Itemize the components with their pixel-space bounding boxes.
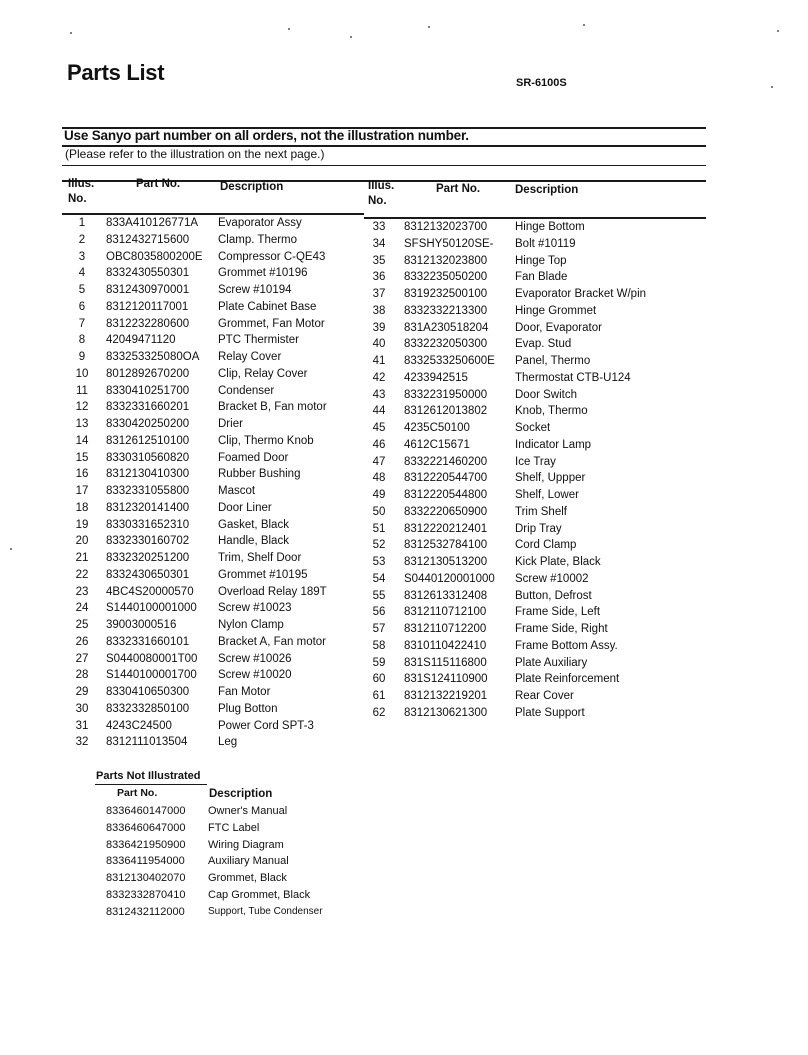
page-title: Parts List: [67, 60, 165, 85]
part-number: S0440120001000: [404, 572, 495, 585]
illus-number: 42: [372, 371, 386, 384]
part-description: Grommet #10196: [218, 267, 308, 280]
illus-number: 17: [75, 485, 89, 497]
table-row: [62, 351, 362, 368]
part-description: Plug Botton: [218, 702, 278, 715]
part-number: 8332330160702: [106, 535, 190, 548]
part-description: Frame Bottom Assy.: [515, 639, 618, 652]
table-row: [62, 401, 362, 418]
part-description: Plate Reinforcement: [515, 673, 620, 686]
illus-number: 33: [372, 221, 386, 233]
illus-number: 36: [372, 271, 386, 284]
illus-number: 32: [75, 736, 89, 749]
table-row: [62, 519, 362, 536]
illus-number: 20: [75, 535, 89, 548]
part-number: 8312232280600: [106, 317, 190, 330]
table-row: [62, 720, 362, 737]
illustration-note: (Please refer to the illustration on the next page.): [65, 147, 325, 161]
part-number: 8332232050300: [404, 338, 488, 351]
part-number: 831S115116800: [404, 656, 487, 669]
illus-number: 25: [75, 619, 89, 631]
part-number: 8312132023800: [404, 254, 488, 267]
part-number: 833253325080OA: [106, 351, 200, 363]
illus-number: 10: [75, 367, 89, 380]
part-number: 8312110712100: [404, 606, 487, 619]
part-number: 4BC4S20000570: [106, 585, 194, 598]
part-description: Condenser: [218, 384, 275, 397]
list-item: [106, 805, 346, 822]
table-row: [62, 385, 362, 402]
part-description: Relay Cover: [218, 351, 282, 363]
table-row: [364, 556, 704, 573]
table-row: [62, 502, 362, 519]
table-row: [364, 389, 704, 406]
illus-number: 30: [75, 702, 89, 715]
table-row: [62, 234, 362, 251]
list-item: [106, 855, 346, 872]
part-number: 8312430970001: [106, 284, 190, 296]
part-number: 8312110712200: [404, 623, 487, 635]
list-item: [106, 872, 346, 889]
illus-number: 46: [372, 438, 386, 451]
illus-number: 13: [75, 418, 89, 430]
part-number: 8336460647000: [106, 821, 186, 834]
left-description-header: Description: [220, 181, 284, 193]
part-number: 8312432715600: [106, 233, 190, 246]
right-part-no-header: Part No.: [436, 183, 481, 195]
part-number: 4243C24500: [106, 719, 172, 732]
right-header-underline: [364, 217, 706, 219]
part-description: Shelf, Lower: [515, 489, 579, 501]
table-row: [364, 322, 704, 339]
part-description: Foamed Door: [218, 451, 289, 464]
table-row: [62, 267, 362, 284]
part-number: 8332331055800: [106, 485, 190, 497]
part-description: Bracket A, Fan motor: [218, 635, 327, 648]
part-description: Ice Tray: [515, 455, 556, 468]
part-description: Frame Side, Right: [515, 623, 608, 635]
scan-speck: [583, 24, 585, 26]
illus-number: 27: [75, 652, 89, 665]
part-number: 8330420250200: [106, 418, 190, 430]
part-number: 4612C15671: [404, 438, 470, 451]
illus-number: 61: [372, 690, 386, 702]
illus-header-line2: No.: [68, 193, 87, 205]
part-number: 8312130402070: [106, 872, 186, 885]
part-description: Door Liner: [218, 501, 272, 514]
illus-number: 4: [78, 267, 86, 280]
part-number: 4235C50100: [404, 422, 470, 434]
part-number: 8312532784100: [404, 539, 488, 552]
not-illustrated-part-header: Part No.: [117, 787, 158, 799]
part-number: 4233942515: [404, 371, 468, 384]
table-row: [62, 703, 362, 720]
part-description: Auxiliary Manual: [208, 855, 289, 868]
table-row: [364, 573, 704, 590]
part-description: Evaporator Assy: [218, 217, 302, 229]
part-number: 42049471120: [106, 334, 176, 347]
part-description: Grommet, Black: [208, 872, 287, 885]
illus-number: 43: [372, 388, 386, 401]
part-number: 831A230518204: [404, 321, 489, 334]
part-description: Button, Defrost: [515, 589, 592, 602]
part-description: Handle, Black: [218, 535, 289, 548]
table-row: [62, 468, 362, 485]
part-number: 8312220212401: [404, 522, 488, 535]
table-row: [364, 640, 704, 657]
subnote-rule: [62, 165, 706, 166]
illus-number: 5: [78, 284, 86, 296]
table-row: [62, 368, 362, 385]
illus-number: 48: [372, 472, 386, 485]
scan-speck: [350, 36, 352, 38]
part-number: 8312120117001: [106, 300, 189, 313]
illus-number: 57: [372, 623, 386, 635]
illus-number: 8: [78, 334, 86, 347]
part-number: 8312432112000: [106, 905, 185, 918]
part-description: Hinge Grommet: [515, 304, 597, 317]
part-number: 8332331660201: [106, 401, 190, 414]
list-item: [106, 906, 346, 923]
table-row: [62, 653, 362, 670]
table-row: [364, 539, 704, 556]
part-number: 39003000516: [106, 619, 177, 631]
table-row: [62, 686, 362, 703]
part-number: 8330410251700: [106, 384, 190, 397]
part-description: Shelf, Uppper: [515, 472, 586, 485]
illus-number: 55: [372, 589, 386, 602]
part-description: Power Cord SPT-3: [218, 719, 314, 732]
table-row: [62, 552, 362, 569]
illus-number: 49: [372, 489, 386, 501]
part-number: 8312613312408: [404, 589, 488, 602]
illus-header-line2: No.: [368, 195, 387, 207]
part-description: Clip, Relay Cover: [218, 367, 308, 380]
illus-number: 54: [372, 572, 386, 585]
part-number: 8312612510100: [106, 434, 190, 447]
part-description: Panel, Thermo: [515, 355, 591, 367]
part-description: Hinge Bottom: [515, 221, 585, 233]
scan-speck: [70, 32, 72, 34]
part-description: Owner's Manual: [208, 805, 288, 817]
part-number: 8312612013802: [404, 405, 488, 418]
part-number: 8319232500100: [404, 288, 488, 300]
table-row: [364, 221, 704, 238]
scan-speck: [428, 26, 430, 28]
table-row: [62, 301, 362, 318]
list-item: [106, 839, 346, 856]
part-number: 8312220544800: [404, 489, 488, 501]
table-row: [364, 271, 704, 288]
order-notice: Use Sanyo part number on all orders, not the illustration number.: [64, 128, 469, 143]
table-row: [364, 456, 704, 473]
illus-number: 22: [75, 568, 89, 581]
part-description: Cap Grommet, Black: [208, 889, 311, 901]
not-illustrated-title: Parts Not Illustrated: [96, 770, 201, 782]
part-description: Leg: [218, 736, 238, 749]
part-number: 8312320141400: [106, 501, 190, 514]
illus-number: 28: [75, 669, 89, 682]
illus-number: 58: [372, 639, 386, 652]
part-number: 8312130410300: [106, 468, 190, 481]
part-number: 8330331652310: [106, 518, 190, 531]
part-number: S0440080001T00: [106, 652, 198, 665]
part-description: Frame Side, Left: [515, 606, 601, 619]
part-number: 8312111013504: [106, 736, 188, 749]
part-description: Thermostat CTB-U124: [515, 371, 631, 384]
table-row: [62, 569, 362, 586]
illus-number: 60: [372, 673, 386, 686]
part-number: 8312130621300: [404, 706, 488, 719]
part-description: Drier: [218, 418, 243, 430]
part-number: S1440100001000: [106, 602, 197, 615]
part-description: Trim Shelf: [515, 505, 567, 518]
table-row: [62, 602, 362, 619]
table-row: [364, 288, 704, 305]
part-number: 8332332850100: [106, 702, 190, 715]
illus-number: 56: [372, 606, 386, 619]
left-part-no-header: Part No.: [136, 178, 181, 190]
table-row: [364, 422, 704, 439]
table-row: [62, 284, 362, 301]
table-row: [62, 736, 362, 753]
illus-number: 7: [78, 317, 86, 330]
part-number: 8330410650300: [106, 686, 190, 698]
part-description: Plate Cabinet Base: [218, 300, 317, 313]
table-row: [62, 619, 362, 636]
table-row: [62, 452, 362, 469]
illus-number: 31: [75, 719, 89, 732]
part-description: Mascot: [218, 485, 256, 497]
part-number: 8332235050200: [404, 271, 488, 284]
part-description: Screw #10002: [515, 572, 589, 585]
not-illustrated-underline: [95, 784, 207, 785]
illus-number: 23: [75, 585, 89, 598]
part-number: 8332332870410: [106, 889, 186, 901]
illus-number: 51: [372, 522, 386, 535]
table-row: [62, 435, 362, 452]
part-description: Screw #10020: [218, 669, 292, 682]
part-number: 831S124110900: [404, 673, 488, 686]
part-number: OBC8035800200E: [106, 250, 203, 263]
part-number: 8332320251200: [106, 552, 190, 564]
part-description: Plate Support: [515, 706, 585, 719]
left-illus-header: [68, 178, 94, 205]
table-row: [364, 690, 704, 707]
illus-number: 24: [75, 602, 89, 615]
table-row: [364, 506, 704, 523]
part-number: 8330310560820: [106, 451, 190, 464]
illus-number: 39: [372, 321, 386, 334]
part-number: 8332331660101: [106, 635, 190, 648]
illus-number: 6: [78, 300, 86, 313]
table-row: [364, 707, 704, 724]
table-row: [364, 255, 704, 272]
illus-number: 21: [75, 552, 89, 564]
part-description: Clip, Thermo Knob: [218, 434, 314, 447]
part-description: Knob, Thermo: [515, 405, 588, 418]
part-description: Nylon Clamp: [218, 619, 284, 631]
illus-number: 45: [372, 422, 386, 434]
illus-number: 41: [372, 355, 386, 367]
part-description: Socket: [515, 422, 551, 434]
table-row: [364, 472, 704, 489]
table-row: [364, 355, 704, 372]
part-description: Clamp. Thermo: [218, 233, 298, 246]
table-row: [62, 334, 362, 351]
table-row: [62, 669, 362, 686]
illus-number: 16: [75, 468, 89, 481]
part-description: Trim, Shelf Door: [218, 552, 302, 564]
illus-number: 18: [75, 501, 89, 514]
illus-number: 44: [372, 405, 386, 418]
table-row: [364, 489, 704, 506]
part-description: Evap. Stud: [515, 338, 572, 351]
illus-number: 59: [372, 656, 386, 669]
table-row: [364, 673, 704, 690]
part-number: 8332231950000: [404, 388, 488, 401]
illus-number: 38: [372, 304, 386, 317]
illus-number: 2: [78, 233, 86, 246]
illus-number: 50: [372, 505, 386, 518]
table-row: [62, 636, 362, 653]
part-description: Hinge Top: [515, 254, 567, 267]
table-row: [364, 606, 704, 623]
part-description: Drip Tray: [515, 522, 562, 535]
part-description: Evaporator Bracket W/pin: [515, 288, 647, 300]
table-row: [364, 238, 704, 255]
illus-number: 34: [372, 237, 386, 250]
part-description: Fan Motor: [218, 686, 271, 698]
table-row: [62, 217, 362, 234]
part-description: Compressor C-QE43: [218, 250, 326, 263]
part-description: Screw #10023: [218, 602, 292, 615]
table-row: [364, 657, 704, 674]
left-header-underline: [62, 213, 364, 215]
part-description: Kick Plate, Black: [515, 556, 601, 568]
table-row: [364, 305, 704, 322]
part-number: 8332533250600E: [404, 355, 495, 367]
part-description: Bolt #10119: [515, 237, 576, 250]
illus-number: 40: [372, 338, 386, 351]
table-row: [364, 523, 704, 540]
list-item: [106, 889, 346, 906]
part-number: 8332430550301: [106, 267, 190, 280]
illus-number: 9: [78, 351, 86, 363]
part-number: SFSHY50120SE-: [404, 237, 494, 250]
right-description-header: Description: [515, 184, 579, 196]
illus-number: 62: [372, 706, 386, 719]
illus-number: 1: [78, 217, 86, 229]
scan-speck: [10, 548, 12, 550]
table-row: [62, 485, 362, 502]
part-description: Screw #10026: [218, 652, 292, 665]
part-number: 8332221460200: [404, 455, 488, 468]
table-row: [364, 439, 704, 456]
illus-number: 47: [372, 455, 386, 468]
table-row: [62, 586, 362, 603]
part-number: 8332332213300: [404, 304, 488, 317]
part-description: Grommet, Fan Motor: [218, 317, 325, 330]
right-illus-header: [368, 180, 394, 207]
part-number: S1440100001700: [106, 669, 197, 682]
table-row: [62, 535, 362, 552]
part-description: Screw #10194: [218, 284, 292, 296]
illus-number: 53: [372, 556, 386, 568]
scan-speck: [771, 86, 773, 88]
table-row: [364, 338, 704, 355]
part-description: Fan Blade: [515, 271, 568, 284]
part-description: Rear Cover: [515, 690, 574, 702]
part-description: Indicator Lamp: [515, 438, 592, 451]
part-number: 8012892670200: [106, 367, 190, 380]
model-number: SR-6100S: [516, 77, 567, 89]
part-number: 8312132219201: [404, 690, 488, 702]
illus-number: 52: [372, 539, 386, 552]
part-description: Rubber Bushing: [218, 468, 301, 481]
part-description: FTC Label: [208, 821, 260, 834]
illus-header-line1: Illus.: [68, 178, 95, 190]
part-description: Door, Evaporator: [515, 321, 602, 334]
part-number: 8312130513200: [404, 556, 488, 568]
part-description: Cord Clamp: [515, 539, 577, 552]
part-number: 8336421950900: [106, 838, 186, 851]
part-description: Plate Auxiliary: [515, 656, 588, 669]
table-row: [364, 372, 704, 389]
part-description: PTC Thermister: [218, 334, 299, 347]
part-description: Bracket B, Fan motor: [218, 401, 327, 414]
illus-number: 29: [75, 686, 89, 698]
table-row: [364, 405, 704, 422]
illus-number: 35: [372, 254, 386, 267]
part-number: 8336411954000: [106, 855, 185, 868]
not-illustrated-desc-header: Description: [209, 788, 273, 800]
illus-number: 12: [75, 401, 89, 414]
part-number: 8312220544700: [404, 472, 488, 485]
part-number: 8332220650900: [404, 505, 488, 518]
table-row: [62, 318, 362, 335]
illus-number: 3: [78, 250, 86, 263]
illus-number: 19: [75, 518, 89, 531]
part-description: Door Switch: [515, 388, 577, 401]
part-description: Grommet #10195: [218, 568, 308, 581]
table-row: [62, 418, 362, 435]
part-description: Wiring Diagram: [208, 838, 284, 851]
list-item: [106, 822, 346, 839]
table-row: [364, 590, 704, 607]
illus-header-line1: Illus.: [368, 180, 395, 192]
part-number: 833A410126771A: [106, 217, 199, 229]
part-description: Gasket, Black: [218, 518, 289, 531]
part-description: Support, Tube Condenser: [208, 905, 323, 917]
illus-number: 15: [75, 451, 89, 464]
table-row: [364, 623, 704, 640]
scan-speck: [288, 28, 290, 30]
part-number: 8332430650301: [106, 568, 190, 581]
illus-number: 11: [76, 384, 88, 397]
part-number: 8310110422410: [404, 639, 487, 652]
scan-speck: [777, 30, 779, 32]
part-number: 8336460147000: [106, 805, 186, 817]
part-number: 8312132023700: [404, 221, 488, 233]
illus-number: 14: [75, 434, 89, 447]
illus-number: 37: [372, 288, 386, 300]
table-row: [62, 251, 362, 268]
part-description: Overload Relay 189T: [218, 585, 327, 598]
illus-number: 26: [75, 635, 89, 648]
